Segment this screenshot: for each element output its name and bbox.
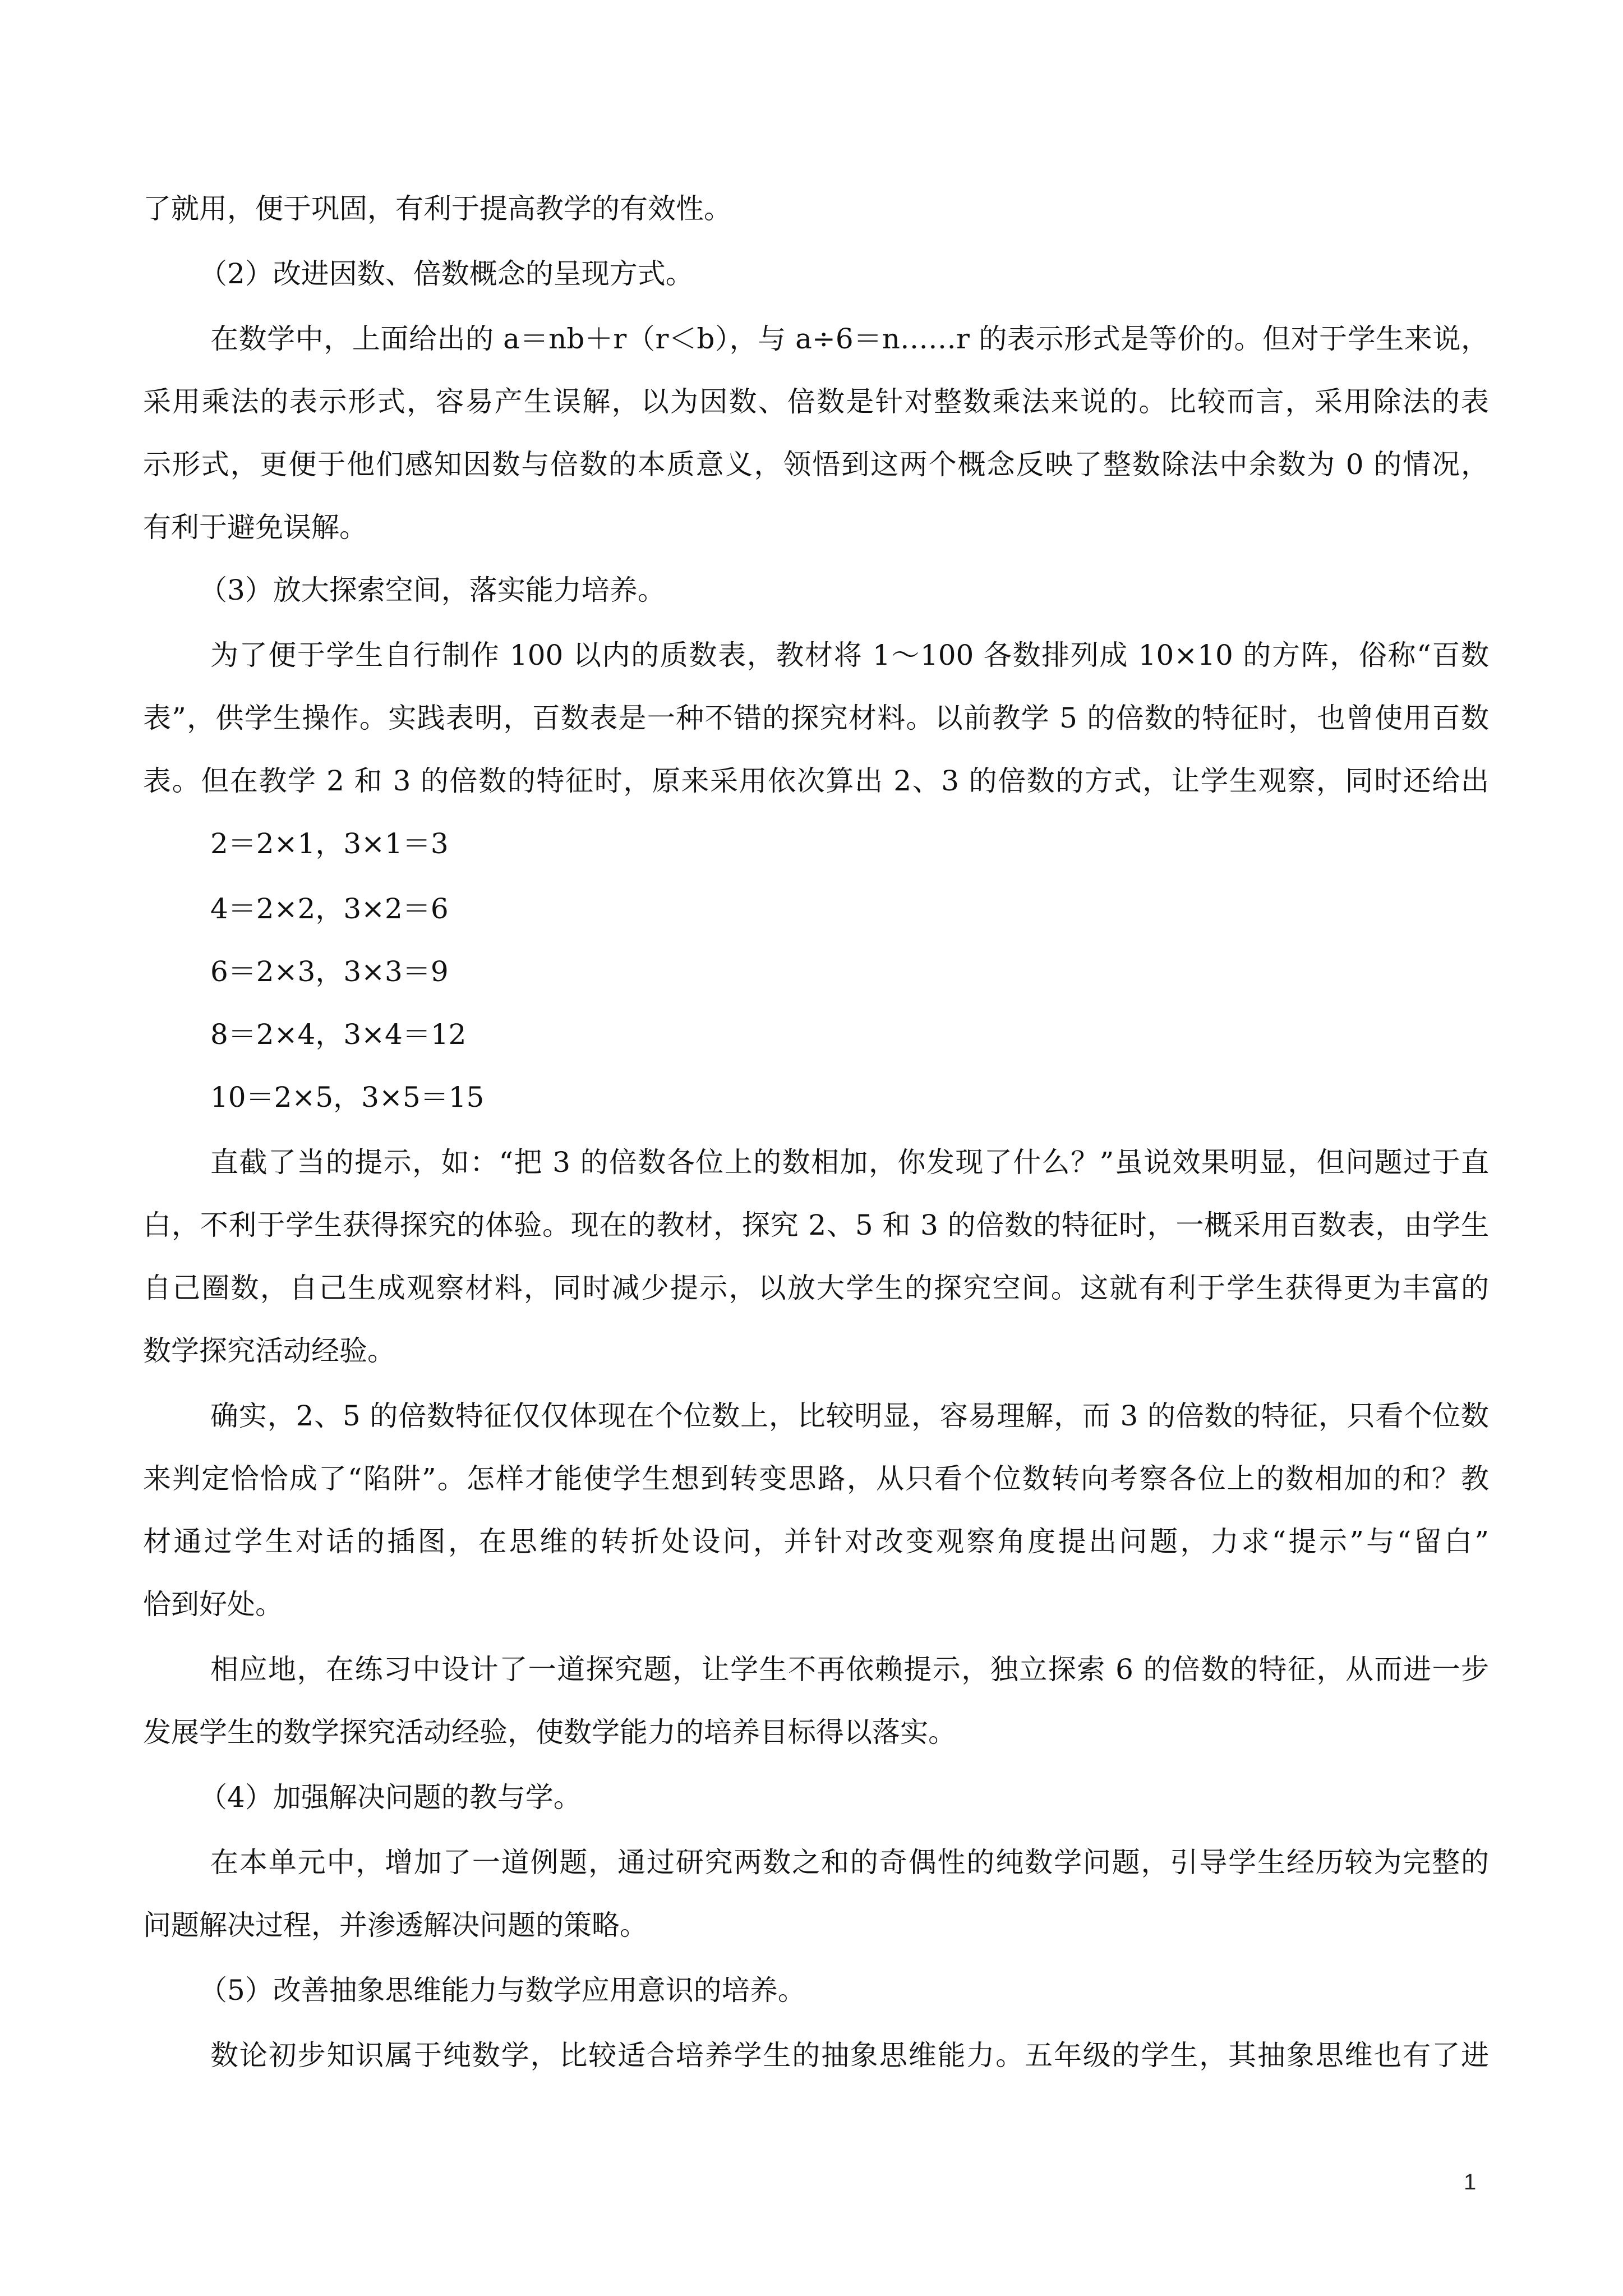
- text-line: 采用乘法的表示形式，容易产生误解，以为因数、倍数是针对整数乘法来说的。比较而言，采用除法的表: [143, 385, 1489, 418]
- formula-line: 2＝2×1，3×1＝3: [210, 827, 449, 860]
- text-line: 在数学中，上面给出的 a＝nb＋r（r＜b），与 a÷6＝n……r 的表示形式是等价的。但对于学生来说，: [210, 323, 1489, 355]
- text-line: 自己圈数，自己生成观察材料，同时减少提示，以放大学生的探究空间。这就有利于学生获得更为丰富的: [143, 1272, 1489, 1304]
- text-line: 为了便于学生自行制作 100 以内的质数表，教材将 1～100 各数排列成 10×10 的方阵，俗称“百数: [210, 639, 1489, 671]
- section-heading: （2）改进因数、倍数概念的呈现方式。: [199, 257, 694, 290]
- section-heading: （3）放大探索空间，落实能力培养。: [199, 574, 666, 606]
- formula-line: 4＝2×2，3×2＝6: [210, 892, 449, 925]
- text-line: 材通过学生对话的插图，在思维的转折处设问，并针对改变观察角度提出问题，力求“提示”与“留白”: [143, 1525, 1489, 1558]
- text-line: 了就用，便于巩固，有利于提高教学的有效性。: [143, 192, 732, 225]
- text-line: 白，不利于学生获得探究的体验。现在的教材，探究 2、5 和 3 的倍数的特征时，一概采用百数表，由学生: [143, 1209, 1489, 1241]
- text-line: 直截了当的提示，如：“把 3 的倍数各位上的数相加，你发现了什么？”虽说效果明显，但问题过于直: [210, 1146, 1489, 1179]
- text-line: 相应地，在练习中设计了一道探究题，让学生不再依赖提示，独立探索 6 的倍数的特征，从而进一步: [210, 1653, 1489, 1686]
- text-line: 在本单元中，增加了一道例题，通过研究两数之和的奇偶性的纯数学问题，引导学生经历较为完整的: [210, 1846, 1489, 1879]
- text-line: 表”，供学生操作。实践表明，百数表是一种不错的探究材料。以前教学 5 的倍数的特征时，也曾使用百数: [143, 702, 1489, 734]
- text-line: 示形式，更便于他们感知因数与倍数的本质意义，领悟到这两个概念反映了整数除法中余数为 0 的情况，: [143, 448, 1489, 481]
- section-heading: （4）加强解决问题的教与学。: [199, 1781, 582, 1814]
- text-line: 表。但在教学 2 和 3 的倍数的特征时，原来采用依次算出 2、3 的倍数的方式，让学生观察，同时还给出: [143, 765, 1489, 797]
- text-line: 数论初步知识属于纯数学，比较适合培养学生的抽象思维能力。五年级的学生，其抽象思维也有了进: [210, 2039, 1489, 2072]
- text-line: 恰到好处。: [143, 1588, 283, 1621]
- text-line: 发展学生的数学探究活动经验，使数学能力的培养目标得以落实。: [143, 1716, 956, 1749]
- text-line: 问题解决过程，并渗透解决问题的策略。: [143, 1909, 648, 1941]
- text-line: 数学探究活动经验。: [143, 1335, 395, 1367]
- text-line: 来判定恰恰成了“陷阱”。怎样才能使学生想到转变思路，从只看个位数转向考察各位上的数相加的和？教: [143, 1462, 1489, 1495]
- page-number: 1: [1464, 2170, 1477, 2194]
- text-line: 确实，2、5 的倍数特征仅仅体现在个位数上，比较明显，容易理解，而 3 的倍数的特征，只看个位数: [210, 1400, 1489, 1432]
- formula-line: 10＝2×5，3×5＝15: [210, 1081, 485, 1114]
- formula-line: 6＝2×3，3×3＝9: [210, 955, 449, 988]
- section-heading: （5）改善抽象思维能力与数学应用意识的培养。: [199, 1974, 806, 2007]
- formula-line: 8＝2×4，3×4＝12: [210, 1018, 467, 1051]
- text-line: 有利于避免误解。: [143, 511, 367, 544]
